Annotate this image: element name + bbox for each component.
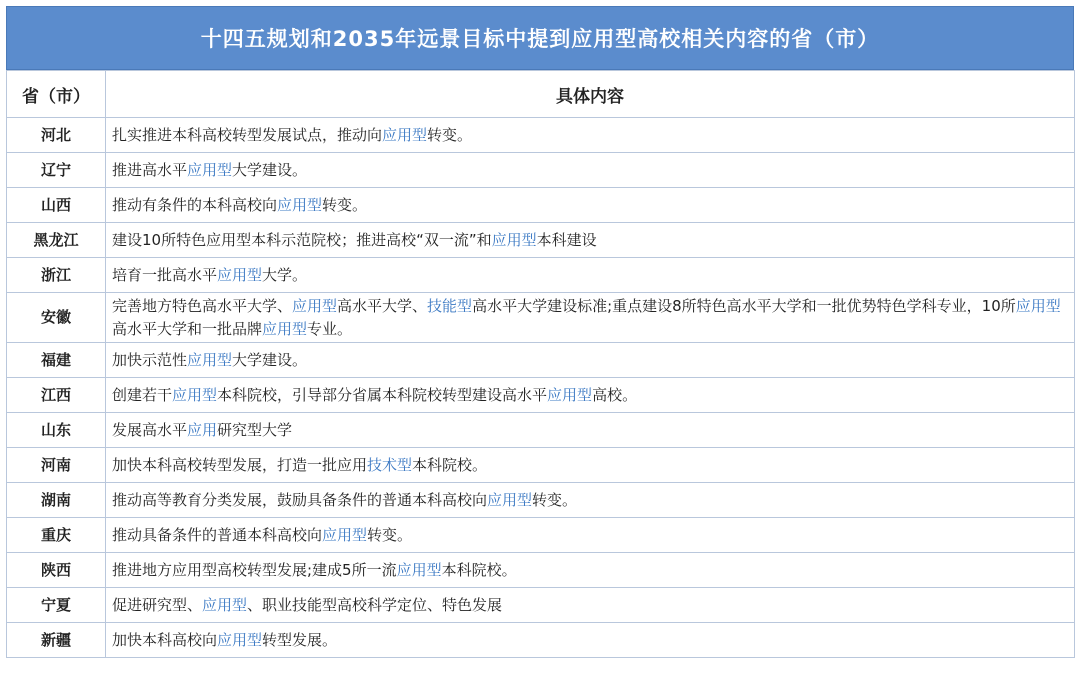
table-row: [7, 188, 1075, 223]
table-row: [7, 553, 1075, 588]
highlight-term: 技术型: [367, 455, 413, 474]
content-text: 高水平大学和一批品牌: [112, 319, 263, 338]
table-header-row: [7, 71, 1075, 118]
content-text: 推动有条件的本科高校向: [112, 195, 278, 214]
content-cell: [106, 623, 1075, 658]
content-cell: [106, 378, 1075, 413]
content-text: 转变。: [367, 525, 413, 544]
content-text: 转型发展。: [262, 630, 338, 649]
table-row: [7, 293, 1075, 343]
content-text: 高校。: [592, 385, 638, 404]
content-text: 高水平大学建设标准;重点建设8所特色高水平大学和一批优势特色学科专业，10所: [472, 296, 1016, 315]
highlight-term: 应用型: [1015, 296, 1061, 315]
highlight-term: 应用型: [262, 319, 308, 338]
content-text: 、职业技能型高校科学定位、特色发展: [247, 595, 503, 614]
province-cell: 辽宁: [7, 153, 106, 188]
content-text: 加快本科高校向: [112, 630, 218, 649]
content-text: 培育一批高水平: [112, 265, 218, 284]
content-cell: [106, 118, 1075, 153]
content-text: 大学建设。: [232, 160, 308, 179]
content-cell: [106, 223, 1075, 258]
highlight-term: 应用型: [172, 385, 218, 404]
content-cell: [106, 188, 1075, 223]
table-row: [7, 413, 1075, 448]
highlight-term: 应用型: [187, 160, 233, 179]
content-text: 本科院校。: [412, 455, 488, 474]
province-cell: 江西: [7, 378, 106, 413]
highlight-term: 应用型: [322, 525, 368, 544]
table-row: [7, 118, 1075, 153]
highlight-term: 应用型: [217, 265, 263, 284]
province-cell: 黑龙江: [7, 223, 106, 258]
content-text: 扎实推进本科高校转型发展试点，推动向: [112, 125, 383, 144]
content-cell: [106, 483, 1075, 518]
content-text: 本科院校。: [441, 560, 517, 579]
content-text: 本科院校，引导部分省属本科院校转型建设高水平: [217, 385, 548, 404]
highlight-term: 应用型: [491, 230, 537, 249]
content-text: 创建若干: [112, 385, 173, 404]
table-row: [7, 343, 1075, 378]
province-cell: 浙江: [7, 258, 106, 293]
table-body: [7, 118, 1075, 658]
content-text: 推动高等教育分类发展，鼓励具备条件的普通本科高校向: [112, 490, 488, 509]
province-cell: 福建: [7, 343, 106, 378]
content-text: 转变。: [532, 490, 578, 509]
content-text: 推进高水平: [112, 160, 188, 179]
content-text: 建设10所特色应用型本科示范院校；推进高校“双一流”和: [112, 230, 492, 249]
highlight-term: 应用型: [217, 630, 263, 649]
province-cell: 安徽: [7, 293, 106, 343]
header-province: 省（市）: [7, 71, 106, 118]
highlight-term: 应用型: [202, 595, 248, 614]
table-row: [7, 518, 1075, 553]
content-cell: [106, 518, 1075, 553]
content-text: 促进研究型、: [112, 595, 203, 614]
content-cell: [106, 413, 1075, 448]
policy-table-container: [6, 6, 1074, 658]
header-content: 具体内容: [106, 71, 1075, 118]
content-cell: [106, 448, 1075, 483]
content-text: 转变。: [427, 125, 473, 144]
province-cell: 河南: [7, 448, 106, 483]
highlight-term: 应用型: [396, 560, 442, 579]
content-text: 加快本科高校转型发展，打造一批应用: [112, 455, 368, 474]
content-text: 大学。: [262, 265, 308, 284]
table-title: 十四五规划和2035年远景目标中提到应用型高校相关内容的省（市）: [6, 6, 1074, 70]
highlight-term: 应用型: [277, 195, 323, 214]
province-cell: 河北: [7, 118, 106, 153]
content-cell: [106, 258, 1075, 293]
province-cell: 山西: [7, 188, 106, 223]
table-row: [7, 588, 1075, 623]
highlight-term: 应用型: [187, 350, 233, 369]
content-cell: [106, 293, 1075, 343]
content-text: 转变。: [322, 195, 368, 214]
content-text: 研究型大学: [217, 420, 293, 439]
table-row: [7, 258, 1075, 293]
content-text: 完善地方特色高水平大学、: [112, 296, 293, 315]
content-text: 发展高水平: [112, 420, 188, 439]
content-text: 推动具备条件的普通本科高校向: [112, 525, 323, 544]
table-row: [7, 623, 1075, 658]
content-text: 本科建设: [536, 230, 597, 249]
content-text: 推进地方应用型高校转型发展;建成5所一流: [112, 560, 397, 579]
table-row: [7, 448, 1075, 483]
province-cell: 新疆: [7, 623, 106, 658]
highlight-term: 应用: [187, 420, 218, 439]
content-text: 专业。: [307, 319, 353, 338]
highlight-term: 技能型: [427, 296, 473, 315]
highlight-term: 应用型: [547, 385, 593, 404]
content-cell: [106, 553, 1075, 588]
table-row: [7, 483, 1075, 518]
table-row: [7, 223, 1075, 258]
content-text: 高水平大学、: [337, 296, 428, 315]
content-cell: [106, 153, 1075, 188]
highlight-term: 应用型: [382, 125, 428, 144]
content-text: 大学建设。: [232, 350, 308, 369]
province-cell: 湖南: [7, 483, 106, 518]
province-cell: 山东: [7, 413, 106, 448]
table-row: [7, 153, 1075, 188]
policy-table: [6, 70, 1075, 658]
table-row: [7, 378, 1075, 413]
highlight-term: 应用型: [292, 296, 338, 315]
content-text: 加快示范性: [112, 350, 188, 369]
province-cell: 宁夏: [7, 588, 106, 623]
content-cell: [106, 588, 1075, 623]
content-cell: [106, 343, 1075, 378]
highlight-term: 应用型: [487, 490, 533, 509]
province-cell: 重庆: [7, 518, 106, 553]
province-cell: 陕西: [7, 553, 106, 588]
